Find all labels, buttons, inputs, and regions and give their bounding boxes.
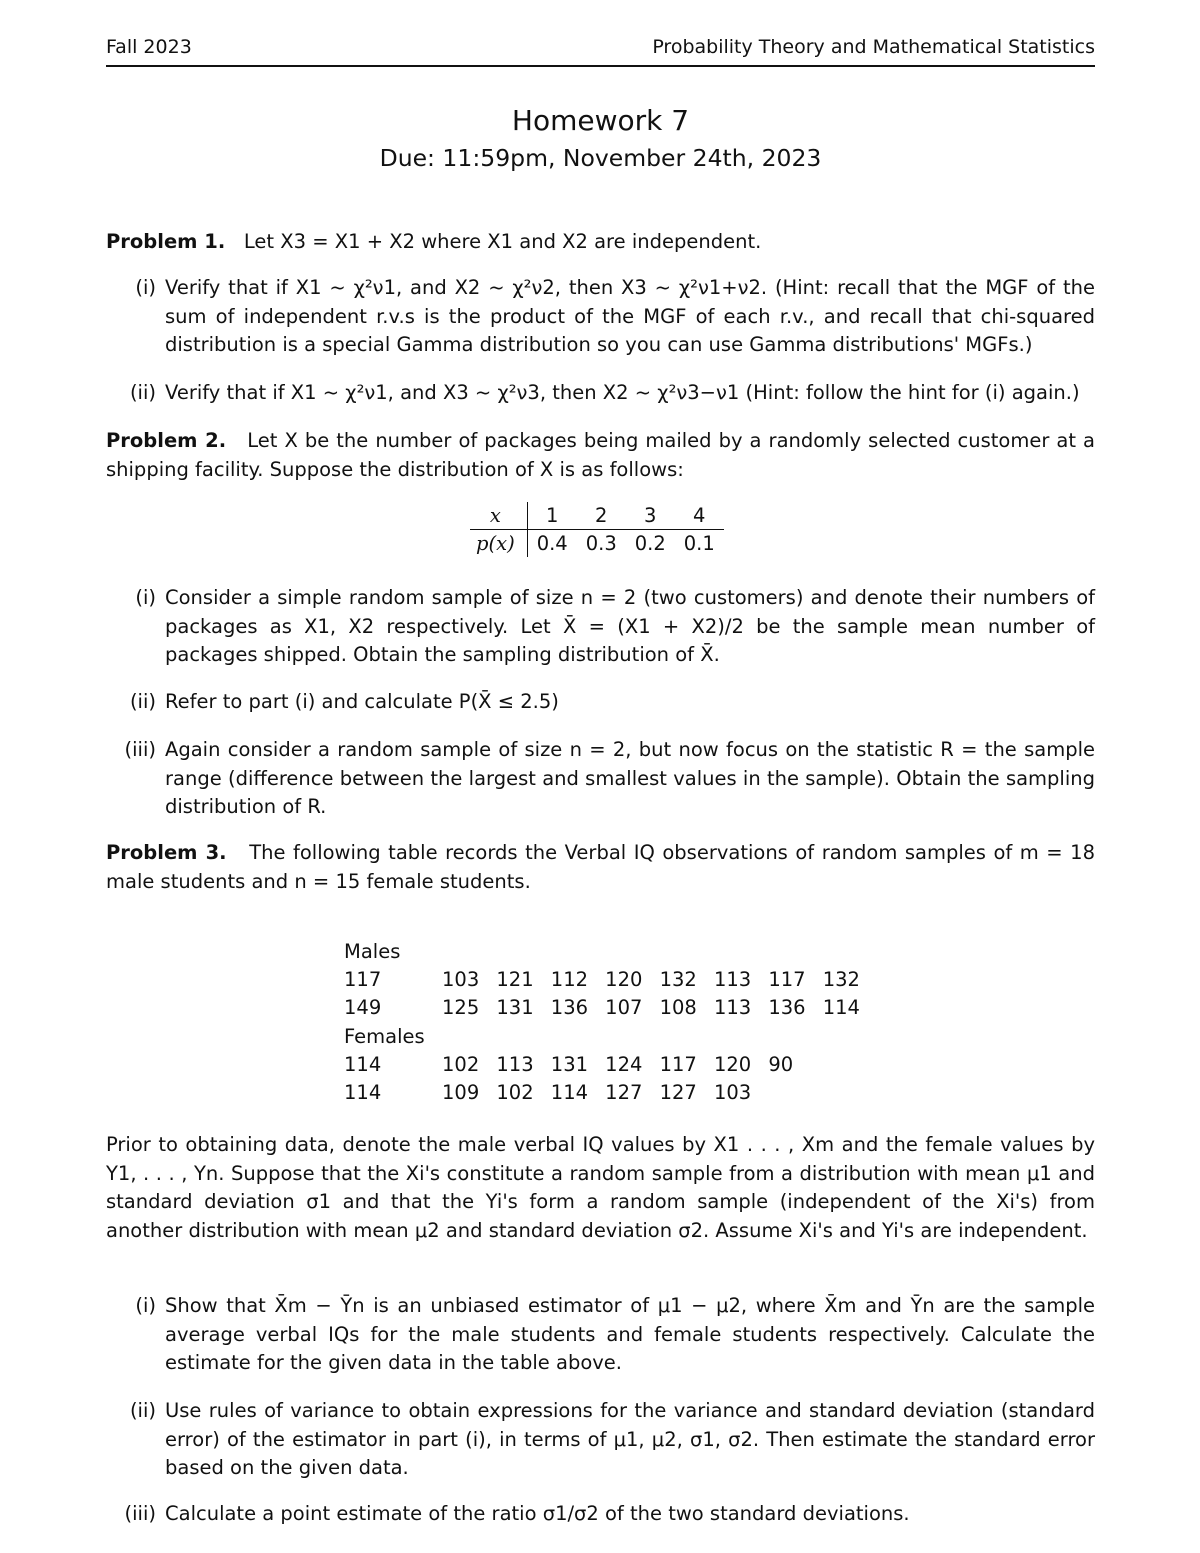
females-label: Females xyxy=(344,1024,425,1048)
verbal-iq-table xyxy=(344,940,877,1109)
page-title: Homework 7 xyxy=(511,104,690,137)
pmf-p-cell: 0.1 xyxy=(683,532,715,555)
problem-1-label: Problem 1. xyxy=(106,230,226,253)
page-header xyxy=(106,36,1095,64)
problem-2-text: Let X be the number of packages being mailed by a randomly selected customer at a shipping facility. Suppose the distribution of X is as follows: xyxy=(106,429,1095,481)
pmf-x-cell: 2 xyxy=(577,502,626,530)
table-row: 117 103 121 112 120 132 113 117 132 xyxy=(344,968,860,992)
pmf-p-cell: 0.4 xyxy=(536,532,568,555)
header-term: Fall 2023 xyxy=(106,36,192,58)
problem-3-paragraph: Prior to obtaining data, denote the male verbal IQ values by X1 . . . , Xm and the female values by Y1, . . . , Yn. Suppose that the Xi's constitute a random sample from a distribution with mean μ1 and standard deviation σ1 and that the Yi's form a random sample (independent of the Xi's) from another distribution with mean μ2 and standard deviation σ2. Assume Xi's and Yi's are independent. xyxy=(106,1133,1095,1242)
problem-1-text: Let X3 = X1 + X2 where X1 and X2 are independent. xyxy=(243,230,762,253)
females-header-row xyxy=(344,1025,877,1053)
pmf-x-cell: 1 xyxy=(527,502,577,530)
males-label: Males xyxy=(344,940,401,963)
header-course: Probability Theory and Mathematical Statistics xyxy=(652,36,1095,58)
pmf-table xyxy=(470,502,724,557)
problem-3-label: Problem 3. xyxy=(106,841,227,864)
due-date: Due: 11:59pm, November 24th, 2023 xyxy=(379,144,822,172)
pmf-p-cell: 0.3 xyxy=(585,532,617,555)
problem-3-statement xyxy=(106,839,1095,896)
males-header-row xyxy=(344,940,877,968)
pmf-x-cell: 4 xyxy=(675,502,724,530)
header-rule xyxy=(106,65,1095,67)
table-row: 114 109 102 114 127 127 103 xyxy=(344,1080,752,1104)
problem-1-statement xyxy=(106,228,1095,257)
problem-2-label: Problem 2. xyxy=(106,429,227,452)
pmf-p-cell: 0.2 xyxy=(634,532,666,555)
table-row: 114 102 113 131 124 117 120 90 xyxy=(344,1052,794,1076)
pmf-p-label: p(x) xyxy=(470,530,527,558)
table-row: 149 125 131 136 107 108 113 136 114 xyxy=(344,996,860,1020)
problem-2-statement xyxy=(106,427,1095,484)
pmf-x-label: x xyxy=(470,502,527,530)
problem-3-text: The following table records the Verbal IQ observations of random samples of m = 18 male students and n = 15 female students. xyxy=(106,841,1095,893)
pmf-x-cell: 3 xyxy=(626,502,675,530)
